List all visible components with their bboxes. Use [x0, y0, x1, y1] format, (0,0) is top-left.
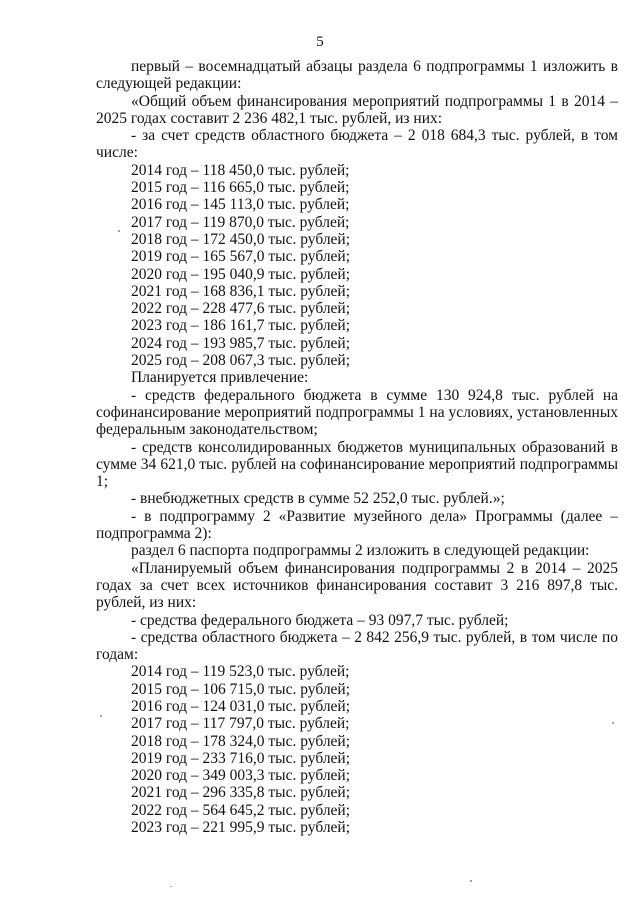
year-funding-line: 2019 год – 233 716,0 тыс. рублей;	[131, 749, 351, 767]
paragraph: первый – восемнадцатый абзацы раздела 6 подпрограммы 1 изложить в следующей редакции:	[96, 58, 618, 93]
year-funding-line: 2015 год – 116 665,0 тыс. рублей;	[131, 179, 350, 197]
paragraph: «Общий объем финансирования мероприятий подпрограммы 1 в 2014 – 2025 годах составит 2 236 482,1 тыс. рублей, из них:	[96, 92, 618, 127]
year-funding-line: 2023 год – 221 995,9 тыс. рублей;	[131, 819, 351, 837]
year-funding-line: 2019 год – 165 567,0 тыс. рублей;	[131, 248, 351, 266]
scan-speck	[470, 880, 472, 882]
paragraph: «Планируемый объем финансирования подпрограммы 2 в 2014 – 2025 годах за счет всех источников финансирования составит 3 216 897,8 тыс. рублей, из них:	[96, 559, 618, 612]
paragraph: - за счет средств областного бюджета – 2 018 684,3 тыс. рублей, в том числе:	[96, 127, 618, 162]
year-funding-line: 2014 год – 118 450,0 тыс. рублей;	[131, 161, 350, 179]
year-funding-line: 2016 год – 145 113,0 тыс. рублей;	[131, 196, 350, 214]
scan-speck	[118, 230, 120, 232]
paragraph: Планируется привлечение:	[131, 369, 309, 387]
paragraph: - средств консолидированных бюджетов муниципальных образований в сумме 34 621,0 тыс. рублей на софинансирование мероприятий подпрограммы 1;	[96, 438, 618, 491]
paragraph: - средства областного бюджета – 2 842 256,9 тыс. рублей, в том числе по годам:	[96, 628, 618, 664]
year-funding-line: 2020 год – 349 003,3 тыс. рублей;	[131, 767, 351, 785]
scan-speck	[100, 715, 102, 717]
year-funding-line: 2022 год – 564 645,2 тыс. рублей;	[131, 801, 351, 819]
paragraph: - средств федерального бюджета в сумме 130 924,8 тыс. рублей на софинансирование мероприятий подпрограммы 1 на условиях, установленных федеральным законодательством;	[96, 386, 618, 439]
year-funding-line: 2024 год – 193 985,7 тыс. рублей;	[131, 334, 351, 352]
year-funding-line: 2021 год – 168 836,1 тыс. рублей;	[131, 282, 351, 300]
year-list-subprogram-1	[96, 162, 618, 370]
document-body	[96, 58, 618, 836]
paragraph: - внебюджетных средств в сумме 52 252,0 тыс. рублей.»;	[131, 490, 505, 508]
year-funding-line: 2020 год – 195 040,9 тыс. рублей;	[131, 265, 351, 283]
paragraph-group-intro	[96, 58, 618, 162]
year-funding-line: 2018 год – 178 324,0 тыс. рублей;	[131, 732, 351, 750]
paragraph: - в подпрограмму 2 «Развитие музейного дела» Программы (далее – подпрограмма 2):	[96, 507, 618, 543]
year-funding-line: 2017 год – 119 870,0 тыс. рублей;	[131, 213, 350, 231]
page-number: 5	[316, 34, 324, 50]
year-funding-line: 2025 год – 208 067,3 тыс. рублей;	[131, 352, 351, 370]
paragraph: раздел 6 паспорта подпрограммы 2 изложить в следующей редакции:	[131, 542, 590, 560]
year-funding-line: 2021 год – 296 335,8 тыс. рублей;	[131, 784, 351, 802]
year-funding-line: 2016 год – 124 031,0 тыс. рублей;	[131, 697, 351, 715]
year-funding-line: 2022 год – 228 477,6 тыс. рублей;	[131, 300, 351, 318]
paragraph-group-main	[96, 369, 618, 663]
scan-speck	[170, 886, 172, 887]
year-funding-line: 2017 год – 117 797,0 тыс. рублей;	[131, 715, 350, 733]
year-funding-line: 2014 год – 119 523,0 тыс. рублей;	[131, 663, 350, 681]
paragraph: - средства федерального бюджета – 93 097,7 тыс. рублей;	[131, 611, 509, 629]
year-funding-line: 2015 год – 106 715,0 тыс. рублей;	[131, 680, 351, 698]
year-list-subprogram-2	[96, 663, 618, 836]
scan-speck	[612, 722, 614, 724]
year-funding-line: 2023 год – 186 161,7 тыс. рублей;	[131, 317, 351, 335]
year-funding-line: 2018 год – 172 450,0 тыс. рублей;	[131, 230, 351, 248]
